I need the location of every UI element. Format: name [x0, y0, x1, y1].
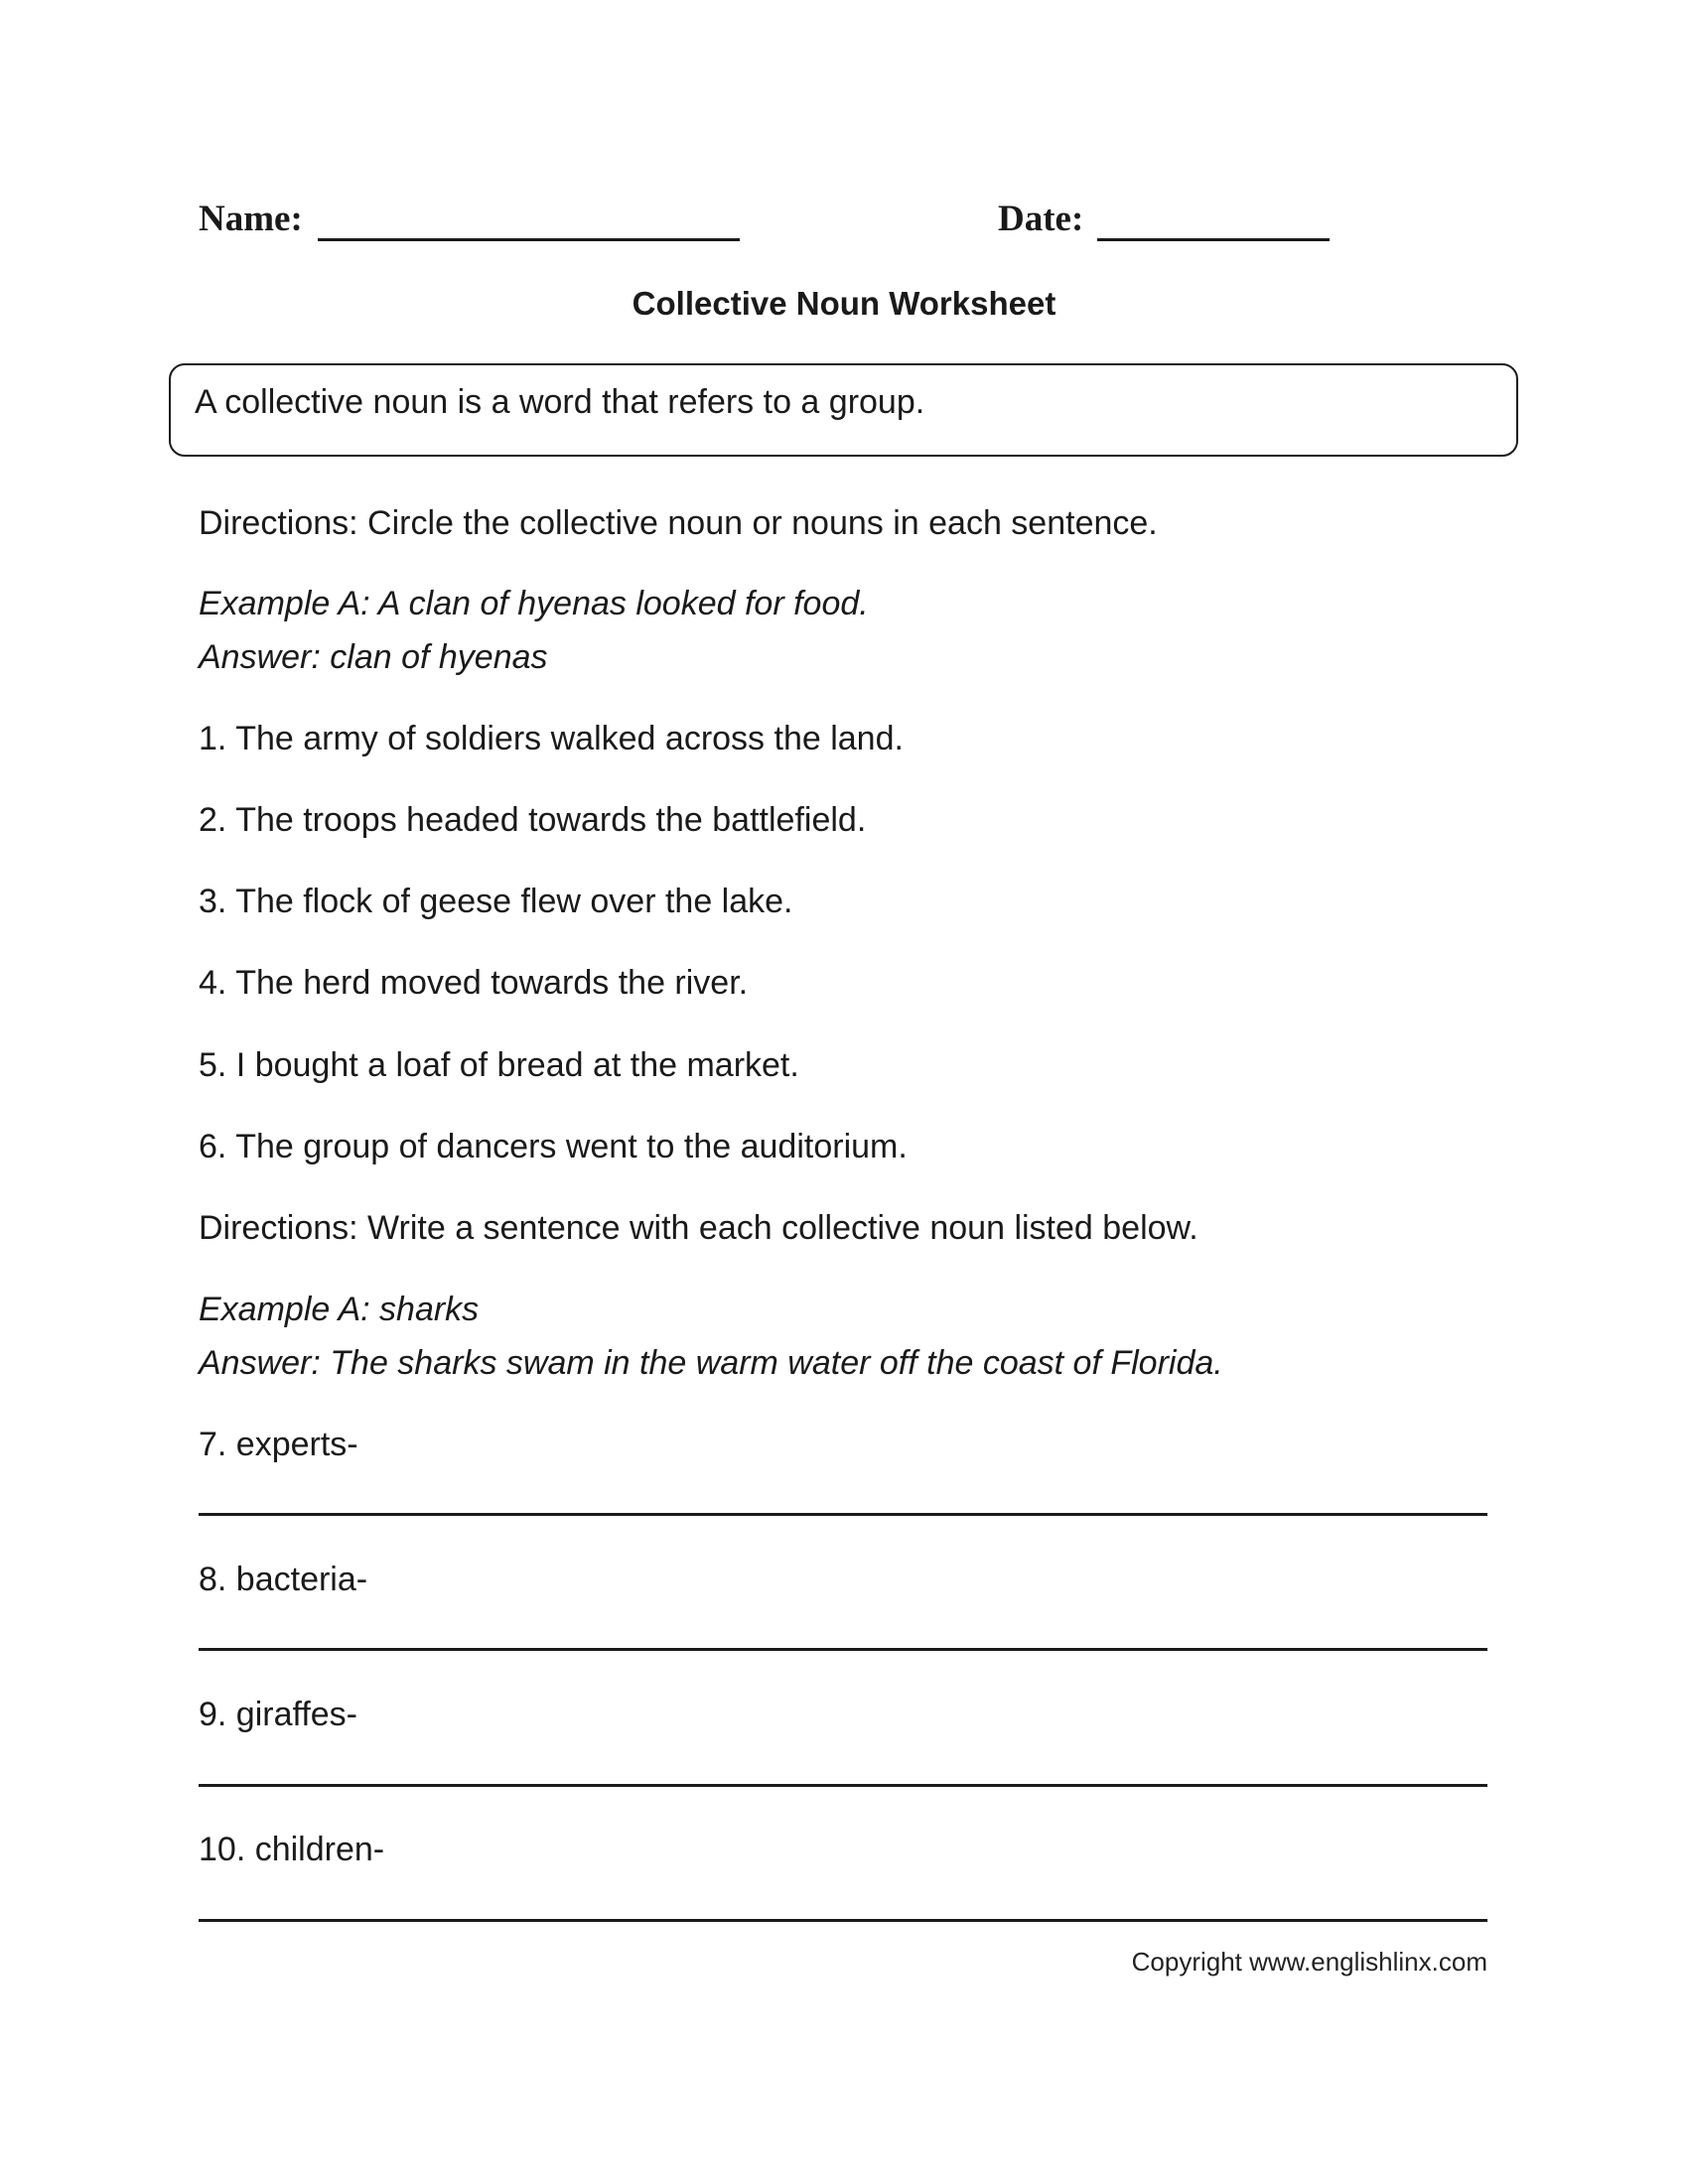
prompt-8: 8. bacteria-	[199, 1561, 368, 1598]
date-field-line[interactable]	[1097, 238, 1330, 241]
prompt-9: 9. giraffes-	[199, 1696, 358, 1733]
worksheet-title: Collective Noun Worksheet	[632, 285, 1056, 322]
part1-example-answer: Answer: clan of hyenas	[199, 638, 548, 676]
question-2: 2. The troops headed towards the battlefield.	[199, 801, 867, 839]
answer-line-10[interactable]	[199, 1919, 1487, 1922]
prompt-10: 10. children-	[199, 1831, 385, 1868]
part2-example-answer: Answer: The sharks swam in the warm water off the coast of Florida.	[199, 1344, 1223, 1382]
part2-directions: Directions: Write a sentence with each collective noun listed below.	[199, 1209, 1198, 1247]
part1-directions: Directions: Circle the collective noun or nouns in each sentence.	[199, 504, 1158, 542]
definition-text: A collective noun is a word that refers to a group.	[195, 383, 925, 421]
prompt-7: 7. experts-	[199, 1426, 358, 1463]
question-6: 6. The group of dancers went to the auditorium.	[199, 1128, 908, 1165]
question-3: 3. The flock of geese flew over the lake.	[199, 883, 793, 920]
copyright-notice: Copyright www.englishlinx.com	[1131, 1947, 1487, 1977]
answer-line-8[interactable]	[199, 1648, 1487, 1651]
part1-example-question: Example A: A clan of hyenas looked for food.	[199, 585, 869, 622]
part2-example-question: Example A: sharks	[199, 1291, 480, 1328]
name-field-line[interactable]	[318, 238, 740, 241]
answer-line-9[interactable]	[199, 1784, 1487, 1787]
name-label: Name:	[199, 199, 303, 239]
question-1: 1. The army of soldiers walked across the land.	[199, 720, 904, 757]
question-4: 4. The herd moved towards the river.	[199, 964, 749, 1002]
date-label: Date:	[998, 199, 1084, 239]
question-5: 5. I bought a loaf of bread at the market.	[199, 1046, 799, 1084]
answer-line-7[interactable]	[199, 1513, 1487, 1516]
